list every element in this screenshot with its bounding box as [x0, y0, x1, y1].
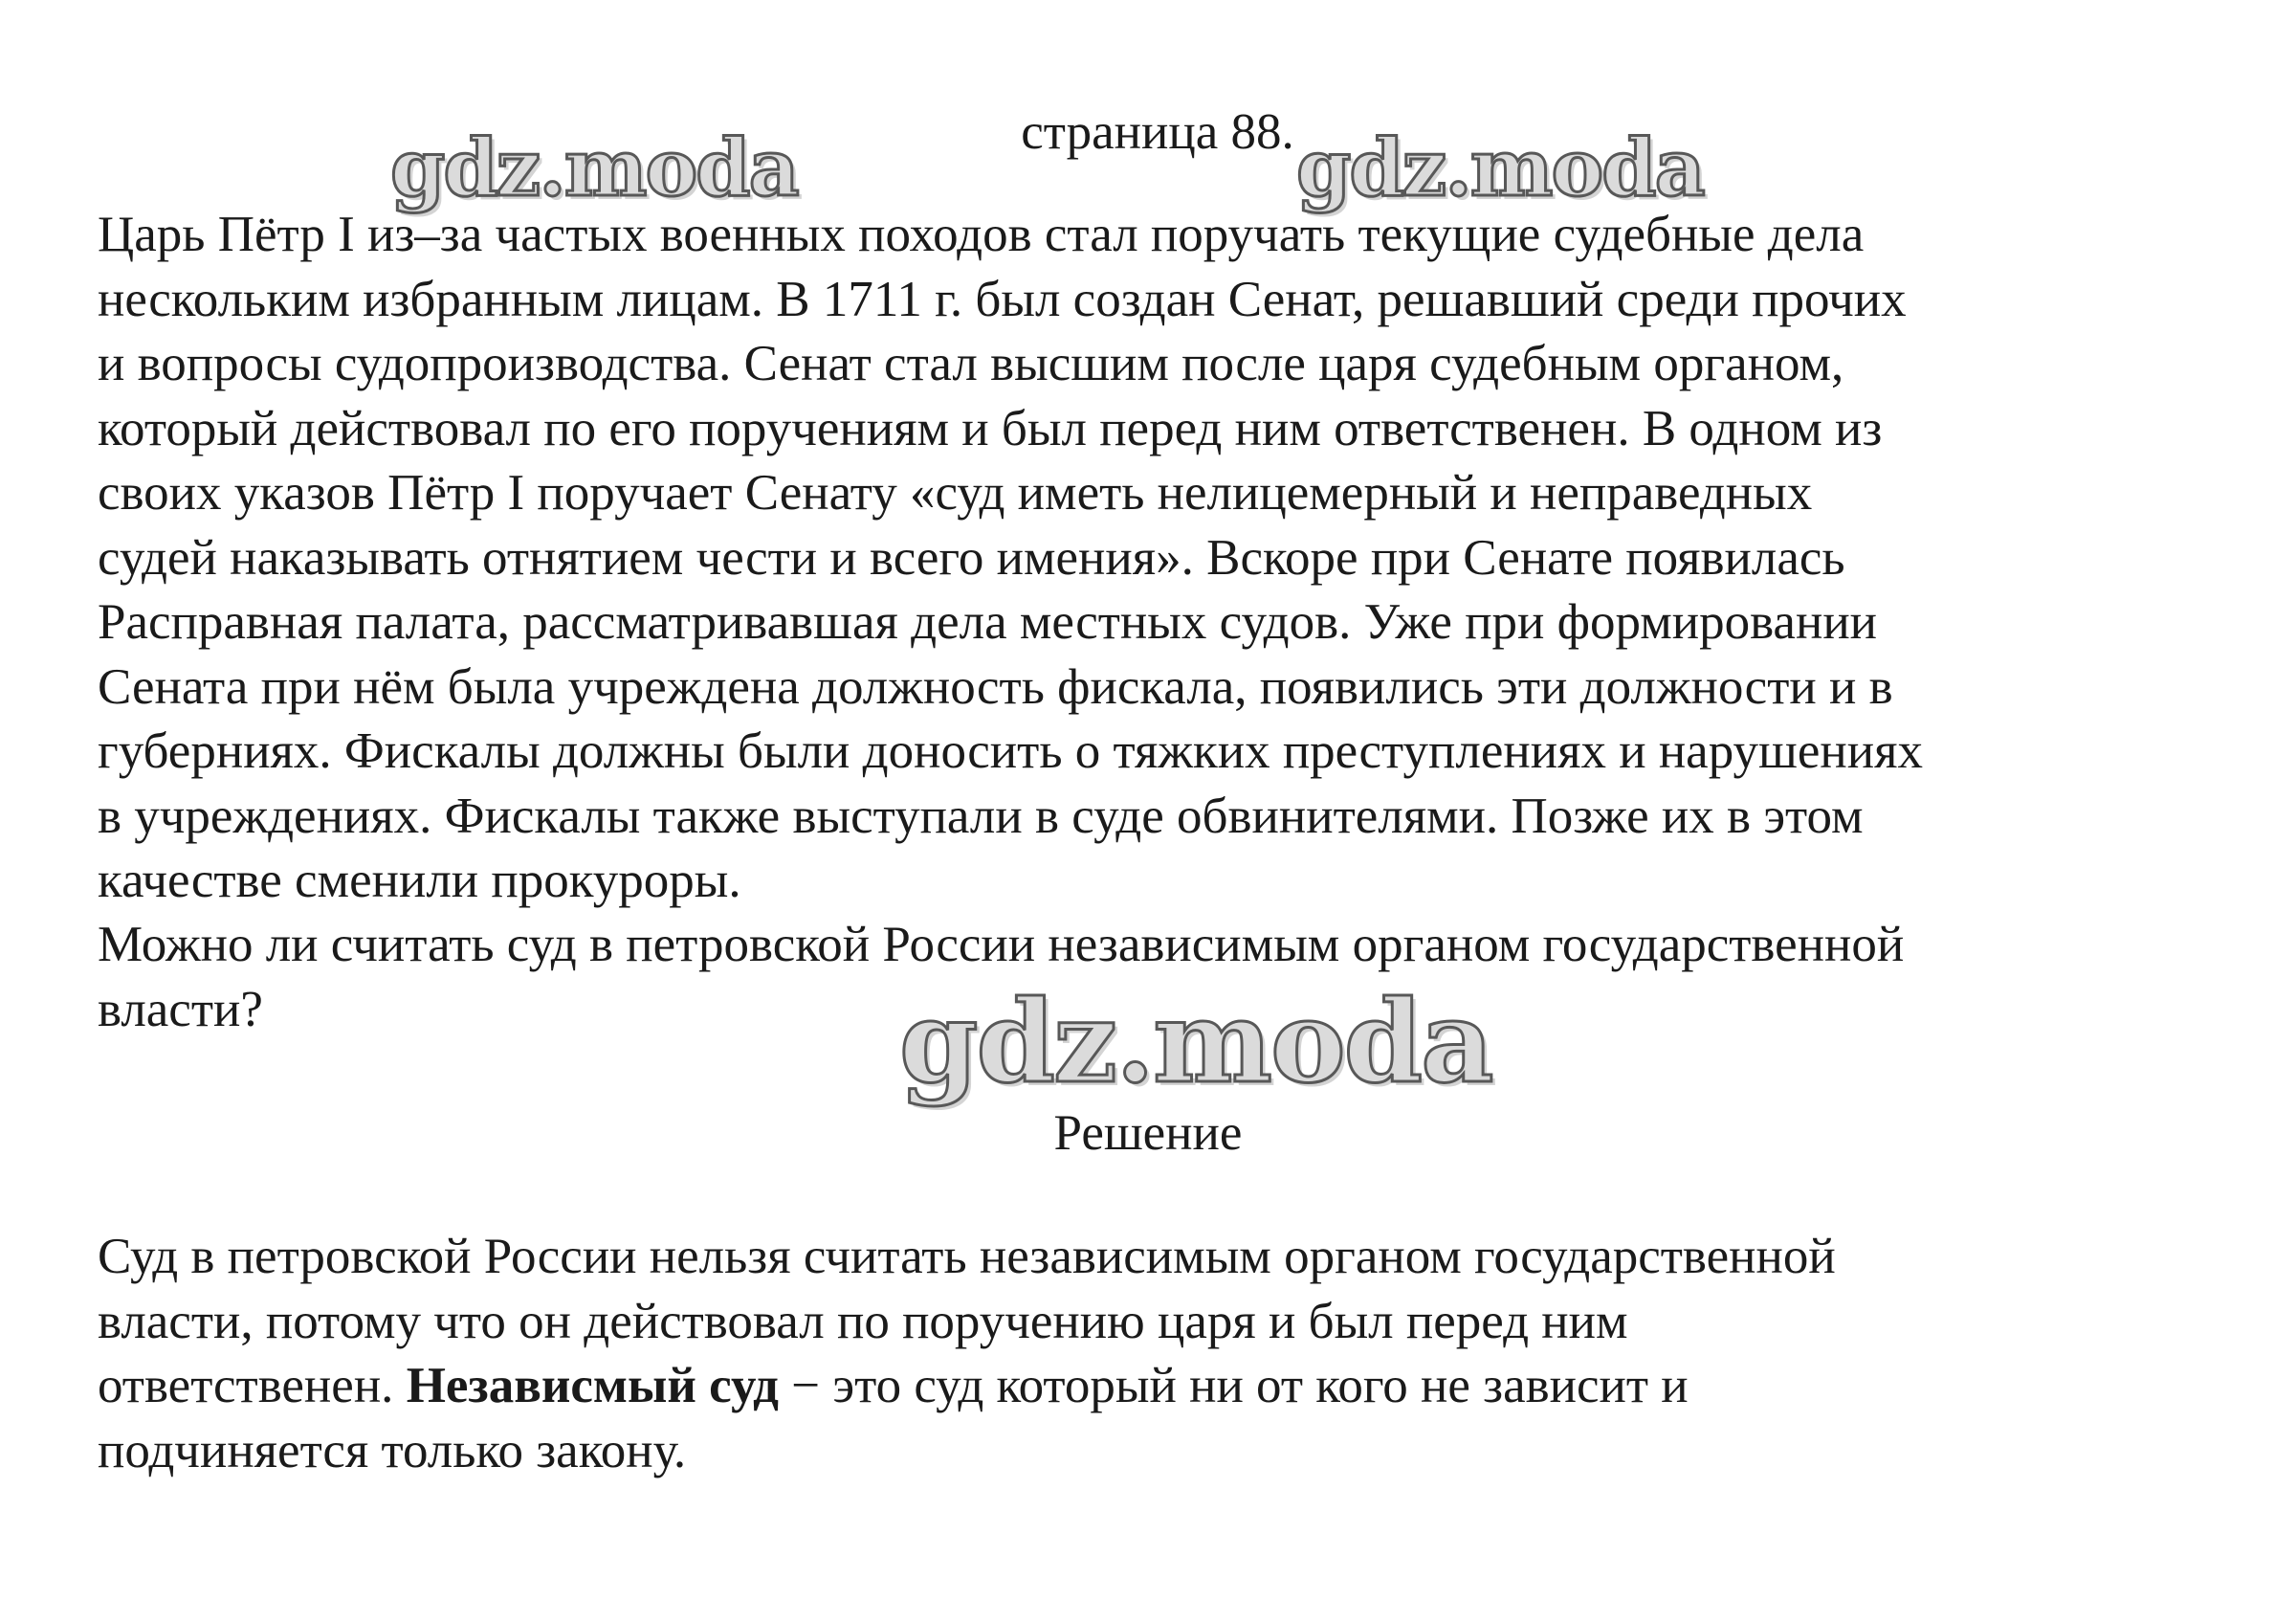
solution-heading: Решение: [1053, 1105, 1243, 1161]
task-line: в учреждениях. Фискалы также выступали в суде обвинителями. Позже их в этом: [98, 788, 1864, 844]
solution-line: Суд в петровской России нельзя считать независимым органом государственной: [98, 1229, 1836, 1284]
solution-line: [98, 1354, 2221, 1419]
solution-text-segment: ответственен.: [98, 1358, 407, 1413]
question-line: власти?: [98, 981, 263, 1037]
watermark-logo: gdz.moda: [390, 122, 798, 214]
term-definition: Независмый суд: [406, 1358, 779, 1413]
watermark-logo: gdz.moda: [899, 975, 1492, 1108]
task-text: [98, 203, 2221, 914]
task-line: нескольким избранным лицам. В 1711 г. был создан Сенат, решавший среди прочих: [98, 271, 1907, 327]
task-line: Расправная палата, рассматривавшая дела местных судов. Уже при формировании: [98, 594, 1878, 650]
question-line: Можно ли считать суд в петровской России независимым органом государственной: [98, 917, 1905, 972]
task-line: качестве сменили прокуроры.: [98, 853, 741, 908]
task-line: своих указов Пётр I поручает Сенату «суд иметь нелицемерный и неправедных: [98, 465, 1813, 521]
task-line: и вопросы судопроизводства. Сенат стал высшим после царя судебным органом,: [98, 336, 1844, 391]
task-line: судей наказывать отнятием чести и всего имения». Вскоре при Сенате появилась: [98, 529, 1845, 586]
watermark-logo: gdz.moda: [1296, 122, 1704, 214]
solution-line: подчиняется только закону.: [98, 1422, 687, 1478]
task-line: Сената при нём была учреждена должность фискала, появились эти должности и в: [98, 658, 1893, 715]
task-line: который действовал по его поручениям и был перед ним ответственен. В одном из: [98, 400, 1883, 456]
task-line: Царь Пётр I из–за частых военных походов стал поручать текущие судебные дела: [98, 207, 1865, 262]
solution-text: [98, 1225, 2221, 1483]
solution-text-segment: − это суд который ни от кого не зависит и: [778, 1358, 1689, 1413]
solution-line: власти, потому что он действовал по поручению царя и был перед ним: [98, 1293, 1628, 1349]
page-number: страница 88.: [1021, 104, 1294, 160]
task-line: губерниях. Фискалы должны были доносить о тяжких преступлениях и нарушениях: [98, 723, 1923, 779]
